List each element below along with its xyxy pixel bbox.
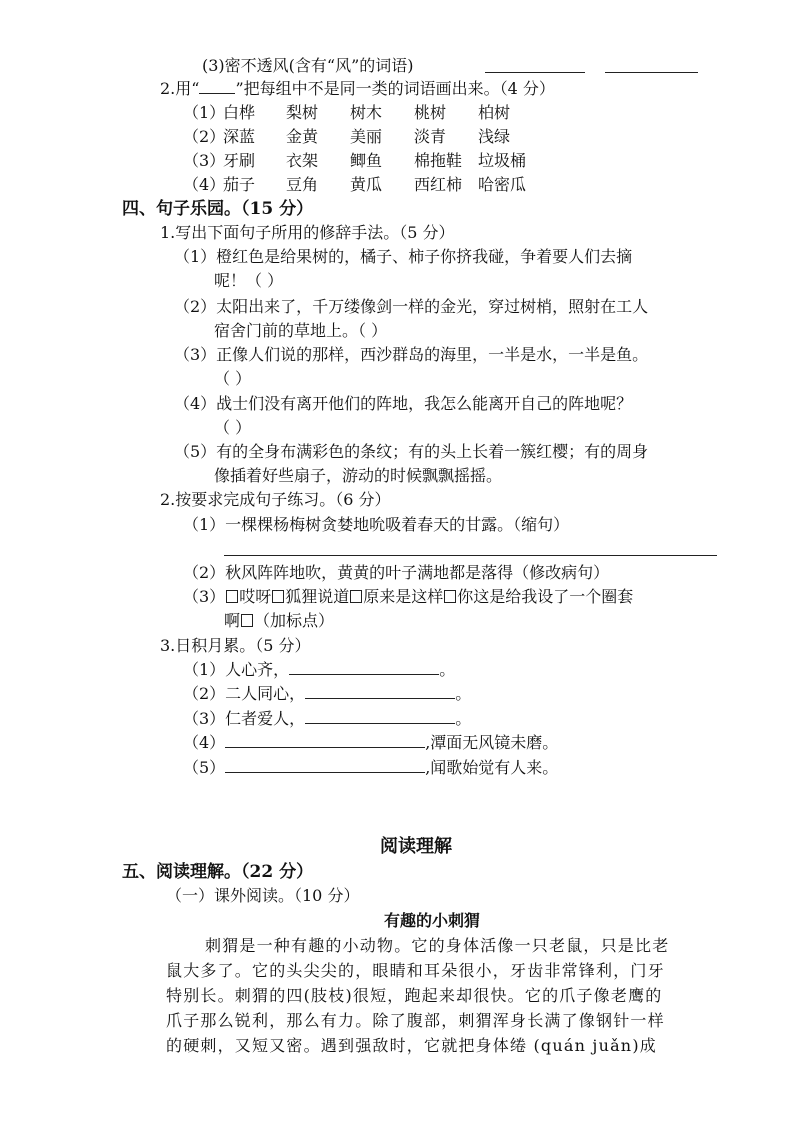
q1-heading: 1.写出下面句子所用的修辞手法。（5 分） bbox=[160, 223, 455, 242]
q3-heading: 3.日积月累。（5 分） bbox=[160, 636, 311, 655]
word-option[interactable]: 西红柿 bbox=[414, 175, 463, 194]
group-number: （3） bbox=[183, 151, 226, 170]
practice-3-text: 啊 bbox=[224, 611, 241, 630]
word-option[interactable]: 浅绿 bbox=[478, 127, 511, 146]
word-option[interactable]: 桃树 bbox=[414, 103, 447, 122]
story-title: 有趣的小刺猬 bbox=[384, 911, 481, 930]
practice-3-number: （3） bbox=[183, 587, 226, 606]
group-number: （4） bbox=[183, 175, 226, 194]
rhetoric-4-answer[interactable]: （ ） bbox=[214, 418, 252, 437]
story-line: 爪子那么锐利，那么有力。除了腹部，刺猬浑身长满了像钢针一样 bbox=[166, 1011, 665, 1030]
idiom-3 bbox=[183, 709, 471, 729]
rhetoric-5-line-b: 像插着好些扇子，游动的时候飘飘摇摇。 bbox=[214, 466, 503, 485]
word-option[interactable]: 鲫鱼 bbox=[350, 151, 383, 170]
rhetoric-1-answer[interactable]: 呢！（ ） bbox=[214, 271, 284, 290]
story-line: 刺猬是一种有趣的小动物。它的身体活像一只老鼠，只是比老 bbox=[205, 936, 670, 955]
period: 。 bbox=[439, 660, 456, 679]
section-4-title: 四、句子乐园。（15 分） bbox=[122, 199, 314, 219]
idiom-1-blank[interactable] bbox=[289, 660, 439, 675]
word-option[interactable]: 深蓝 bbox=[223, 127, 256, 146]
word-option[interactable]: 柏树 bbox=[478, 103, 511, 122]
word-option[interactable]: 牙刷 bbox=[223, 151, 256, 170]
period: 。 bbox=[455, 684, 472, 703]
rhetoric-1-line-a: （1）橙红色是给果树的，橘子、柿子你挤我碰，争着要人们去摘 bbox=[174, 247, 633, 266]
rhetoric-4-line-a: （4）战士们没有离开他们的阵地，我怎么能离开自己的阵地呢？ bbox=[174, 394, 633, 413]
word-group-4 bbox=[183, 175, 526, 195]
answer-blank-3b[interactable] bbox=[605, 58, 698, 73]
question-2-prefix: 2.用“ bbox=[160, 79, 200, 98]
word-option[interactable]: 豆角 bbox=[286, 175, 319, 194]
poem-4-text: ,潭面无风镜未磨。 bbox=[425, 733, 559, 752]
punctuation-box[interactable] bbox=[272, 590, 284, 603]
practice-3-text: 狐狸说道 bbox=[285, 587, 350, 606]
practice-2: （2）秋风阵阵地吹，黄黄的叶子满地都是落得（修改病句） bbox=[183, 563, 610, 582]
word-group-1 bbox=[183, 103, 510, 123]
idiom-1 bbox=[183, 660, 455, 680]
practice-3-line-b bbox=[224, 611, 334, 631]
practice-3-text: 原来是这样 bbox=[363, 587, 444, 606]
poem-5-blank[interactable] bbox=[225, 758, 425, 773]
question-2-heading bbox=[160, 79, 555, 99]
idiom-1-text: （1）人心齐， bbox=[183, 660, 290, 679]
story-line: 特别长。刺猬的四(肢枝)很短，跑起来却很快。它的爪子像老鹰的 bbox=[166, 986, 663, 1005]
word-option[interactable]: 白桦 bbox=[223, 103, 256, 122]
word-option[interactable]: 垃圾桶 bbox=[478, 151, 527, 170]
idiom-3-blank[interactable] bbox=[305, 709, 455, 724]
word-option[interactable]: 衣架 bbox=[286, 151, 319, 170]
section-5-title: 五、阅读理解。（22 分） bbox=[122, 862, 314, 882]
poem-5 bbox=[183, 758, 558, 778]
item-3-text: (3)密不透风(含有“风”的词语) bbox=[202, 56, 414, 75]
rhetoric-2-answer[interactable]: 宿舍门前的草地上。（ ） bbox=[214, 321, 388, 340]
rhetoric-3-answer[interactable]: （ ） bbox=[214, 369, 252, 388]
word-option[interactable]: 美丽 bbox=[350, 127, 383, 146]
period: 。 bbox=[455, 709, 472, 728]
word-option[interactable]: 茄子 bbox=[223, 175, 256, 194]
story-line: 鼠大多了。它的头尖尖的，眼睛和耳朵很小，牙齿非常锋利，门牙 bbox=[166, 961, 665, 980]
answer-blank-3a[interactable] bbox=[485, 58, 585, 73]
q2-heading: 2.按要求完成句子练习。（6 分） bbox=[160, 490, 391, 509]
idiom-3-text: （3）仁者爱人， bbox=[183, 709, 306, 728]
idiom-2-blank[interactable] bbox=[305, 684, 455, 699]
word-option[interactable]: 黄瓜 bbox=[350, 175, 383, 194]
practice-3-text: 你这是给我设了一个圈套 bbox=[457, 587, 634, 606]
word-group-2 bbox=[183, 127, 510, 147]
punctuation-box[interactable] bbox=[241, 614, 253, 627]
story-line: 的硬刺，又短又密。遇到强敌时，它就把身体绻 (quán juǎn)成 bbox=[166, 1036, 657, 1055]
word-option[interactable]: 金黄 bbox=[286, 127, 319, 146]
rhetoric-2-line-a: （2）太阳出来了，千万缕像剑一样的金光，穿过树梢，照射在工人 bbox=[174, 297, 649, 316]
practice-1: （1）一棵棵杨梅树贪婪地吮吸着春天的甘露。（缩句） bbox=[183, 515, 570, 534]
punctuation-box[interactable] bbox=[226, 590, 238, 603]
punctuation-box[interactable] bbox=[444, 590, 456, 603]
group-number: （2） bbox=[183, 127, 226, 146]
punctuation-box[interactable] bbox=[350, 590, 362, 603]
practice-3-line-a bbox=[183, 587, 633, 607]
word-group-3 bbox=[183, 151, 526, 171]
poem-4-blank[interactable] bbox=[225, 733, 425, 748]
rhetoric-3-line-a: （3）正像人们说的那样，西沙群岛的海里，一半是水，一半是鱼。 bbox=[174, 345, 649, 364]
group-number: （1） bbox=[183, 103, 226, 122]
word-option[interactable]: 树木 bbox=[350, 103, 383, 122]
question-2-suffix: ”把每组中不是同一类的词语画出来。（4 分） bbox=[235, 79, 555, 98]
word-option[interactable]: 哈密瓜 bbox=[478, 175, 527, 194]
practice-3-instruction: （加标点） bbox=[254, 611, 335, 630]
reading-sub-heading: （一）课外阅读。（10 分） bbox=[166, 886, 360, 905]
word-option[interactable]: 梨树 bbox=[286, 103, 319, 122]
word-option[interactable]: 淡青 bbox=[414, 127, 447, 146]
underline-sample bbox=[199, 79, 235, 94]
reading-heading: 阅读理解 bbox=[380, 836, 452, 857]
idiom-2 bbox=[183, 684, 471, 704]
practice-1-answer-line[interactable] bbox=[224, 541, 717, 556]
poem-4-number: （4） bbox=[183, 733, 226, 752]
practice-3-text: 哎呀 bbox=[239, 587, 272, 606]
poem-5-number: （5） bbox=[183, 758, 226, 777]
word-option[interactable]: 棉拖鞋 bbox=[414, 151, 463, 170]
rhetoric-5-line-a: （5）有的全身布满彩色的条纹；有的头上长着一簇红樱；有的周身 bbox=[174, 442, 649, 461]
idiom-2-text: （2）二人同心， bbox=[183, 684, 306, 703]
poem-5-text: ,闻歌始觉有人来。 bbox=[425, 758, 559, 777]
poem-4 bbox=[183, 733, 558, 753]
